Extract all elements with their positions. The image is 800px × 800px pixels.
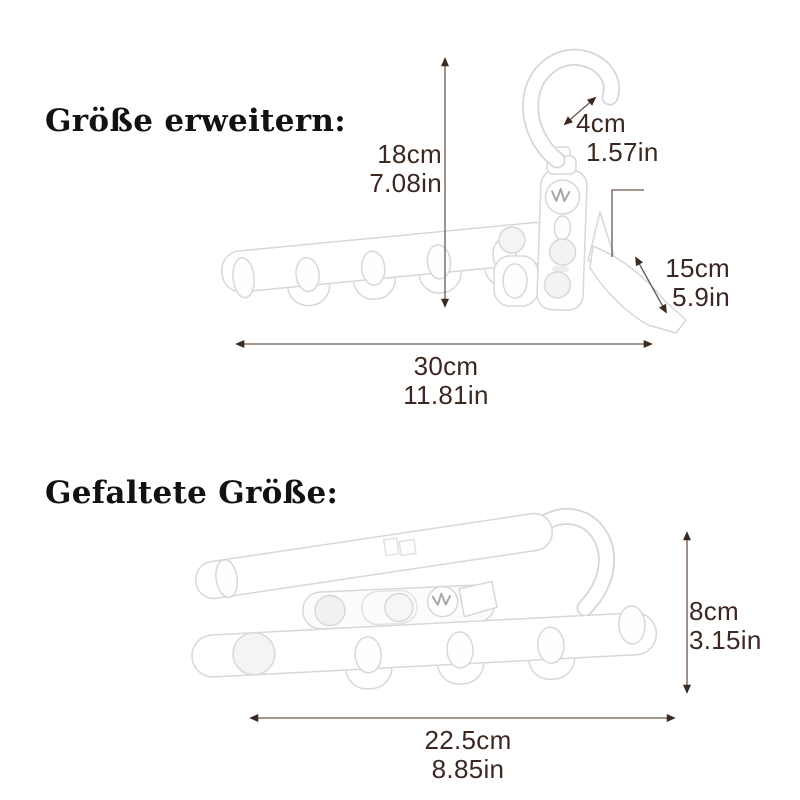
dim-clip-length-in: 5.9in	[672, 282, 730, 312]
dim-expanded-width-in: 11.81in	[403, 380, 489, 410]
dim-expanded-height-in: 7.08in	[369, 168, 442, 198]
dim-label-expanded-width	[346, 352, 546, 410]
dim-expanded-height-cm: 18cm	[377, 139, 442, 169]
clip-leader-bracket	[612, 190, 644, 257]
folded-hanger-illustration	[191, 511, 659, 698]
dim-label-clip-length	[630, 254, 730, 312]
dim-folded-height-in: 3.15in	[689, 625, 762, 655]
dim-hook-width-cm: 4cm	[576, 108, 627, 138]
hanger-column	[537, 169, 588, 311]
dim-label-hook-width	[576, 109, 659, 167]
dim-hook-width-in: 1.57in	[586, 137, 659, 167]
expanded-hanger-illustration	[220, 57, 686, 333]
dim-folded-width-cm: 22.5cm	[424, 725, 512, 755]
dim-folded-height-cm: 8cm	[689, 596, 740, 626]
dim-label-folded-height	[689, 597, 762, 655]
folded-size-heading: Gefaltete Größe:	[45, 475, 339, 511]
dim-label-expanded-height	[292, 140, 442, 198]
folded-upper-arm	[193, 511, 555, 602]
dim-label-folded-width	[368, 726, 568, 784]
dim-clip-length-cm: 15cm	[665, 253, 730, 283]
dim-expanded-width-cm: 30cm	[413, 351, 479, 381]
dim-folded-width-in: 8.85in	[431, 754, 505, 784]
expanded-size-heading: Größe erweitern:	[45, 103, 346, 139]
pivot-rivet	[499, 227, 525, 253]
